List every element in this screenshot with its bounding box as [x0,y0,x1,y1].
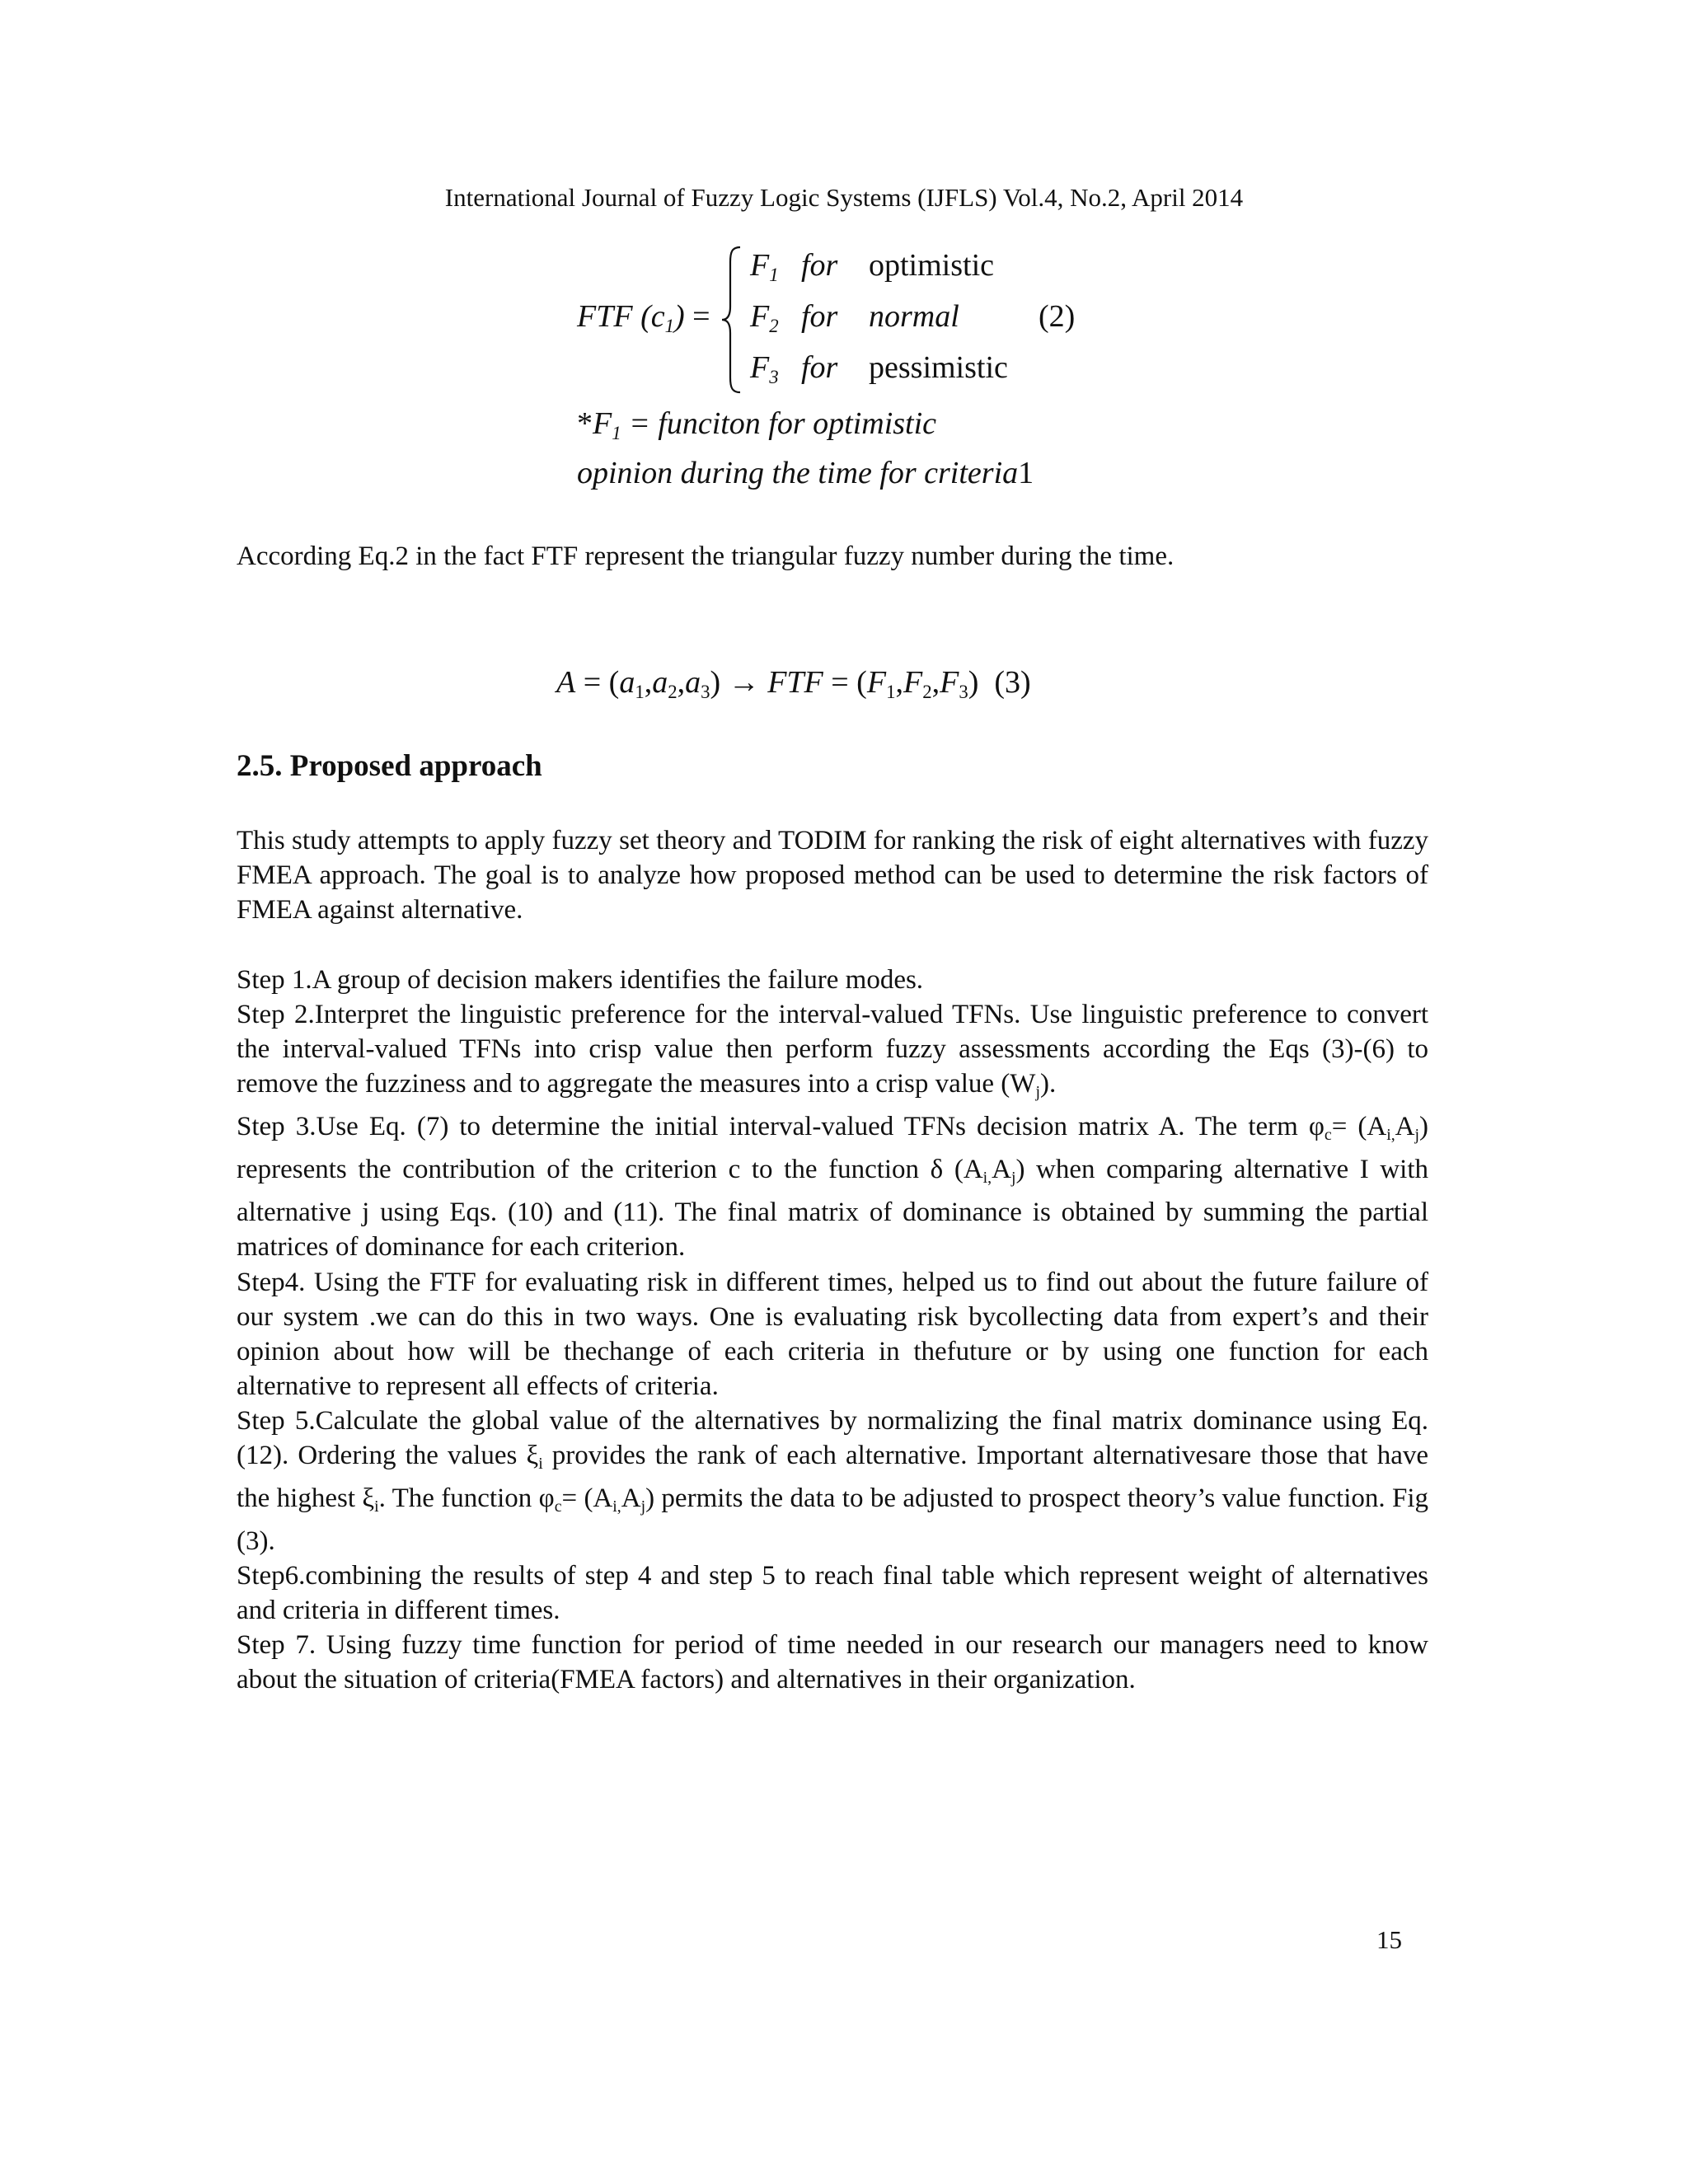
eq2-case-2: $F_2$ for normal [750,299,959,336]
journal-header: International Journal of Fuzzy Logic Systems (IJFLS) Vol.4, No.2, April 2014 [444,183,1244,212]
paragraph-eq2-explanation: According Eq.2 in the fact FTF represent the triangular fuzzy number during the time. [237,541,1175,571]
eq2-number: (2) [1039,299,1076,334]
equation-3: $A = (a_1,a_2,a_3)$ → FTF = $(F_1,F_2,F_3)$ (3) [556,665,1031,702]
eq2-case-3: $F_3$ for pessimistic [750,350,1008,387]
step-2: Step 2.Interpret the linguistic preference for the interval-valued TFNs. Use linguistic preference to convert the interval-valued TFNs into crisp value then perform fuzzy assessments according the Eqs (3)-(6) to remove the fuzziness and to aggregate the measures into a crisp value $(W_j)$. [237,1000,1428,1102]
step-5: Step 5.Calculate the global value of the alternatives by normalizing the final matrix dominance using Eq. (12). Ordering the values $\xi_i$ provides the rank of each alternative. Important alternativesare those that have the highest $\xi_i$. The function $\varphi_c= (A_{i,}A_j)$ permits the data to be adjusted to prospect theory’s value function. Fig (3). [237,1405,1429,1557]
eq2-lhs: FTF $(c_1)$ = [577,299,710,336]
step-7: Step 7. Using fuzzy time function for period of time needed in our research our managers need to know about the situation of criteria(FMEA factors) and alternatives in their organization. [237,1630,1428,1695]
step-1: Step 1.A group of decision makers identifies the failure modes. [237,965,924,995]
note-line-1: $*F_1$ = funciton for optimistic [577,406,937,443]
step-3: Step 3.Use Eq. (7) to determine the initial interval-valued TFNs decision matrix A. The term $\varphi_c= (A_{i,}A_j)$ represents the contribution of the criterion c to the function δ $(A_{i,}A_j)$ when comparing alternative I with alternative j using Eqs. (10) and (11). The final matrix of dominance is obtained by summing the partial matrices of dominance for each criterion. [237,1112,1428,1263]
steps-list [237,963,1428,1698]
eq2-case-1: $F_1$ for optimistic [750,248,994,285]
left-brace [720,246,743,394]
note-line-2: opinion during the time for criteria1 [577,456,1034,490]
step-4: Step4. Using the FTF for evaluating risk in different times, helped us to find out about the future failure of our system .we can do this in two ways. One is evaluating risk bycollecting data from expert’s and their opinion about how will be thechange of each criteria in thefuture or by using one function for each alternative to represent all effects of criteria. [237,1267,1428,1401]
section-title: 2.5. Proposed approach [237,749,542,783]
equation-2 [577,237,1121,394]
paragraph-study-intro: This study attempts to apply fuzzy set theory and TODIM for ranking the risk of eight alternatives with fuzzy FMEA approach. The goal is to analyze how proposed method can be used to determine the risk factors of FMEA against alternative. [237,826,1428,926]
page-number: 15 [1376,1925,1402,1954]
step-6: Step6.combining the results of step 4 and step 5 to reach final table which represent weight of alternatives and criteria in different times. [237,1561,1428,1626]
